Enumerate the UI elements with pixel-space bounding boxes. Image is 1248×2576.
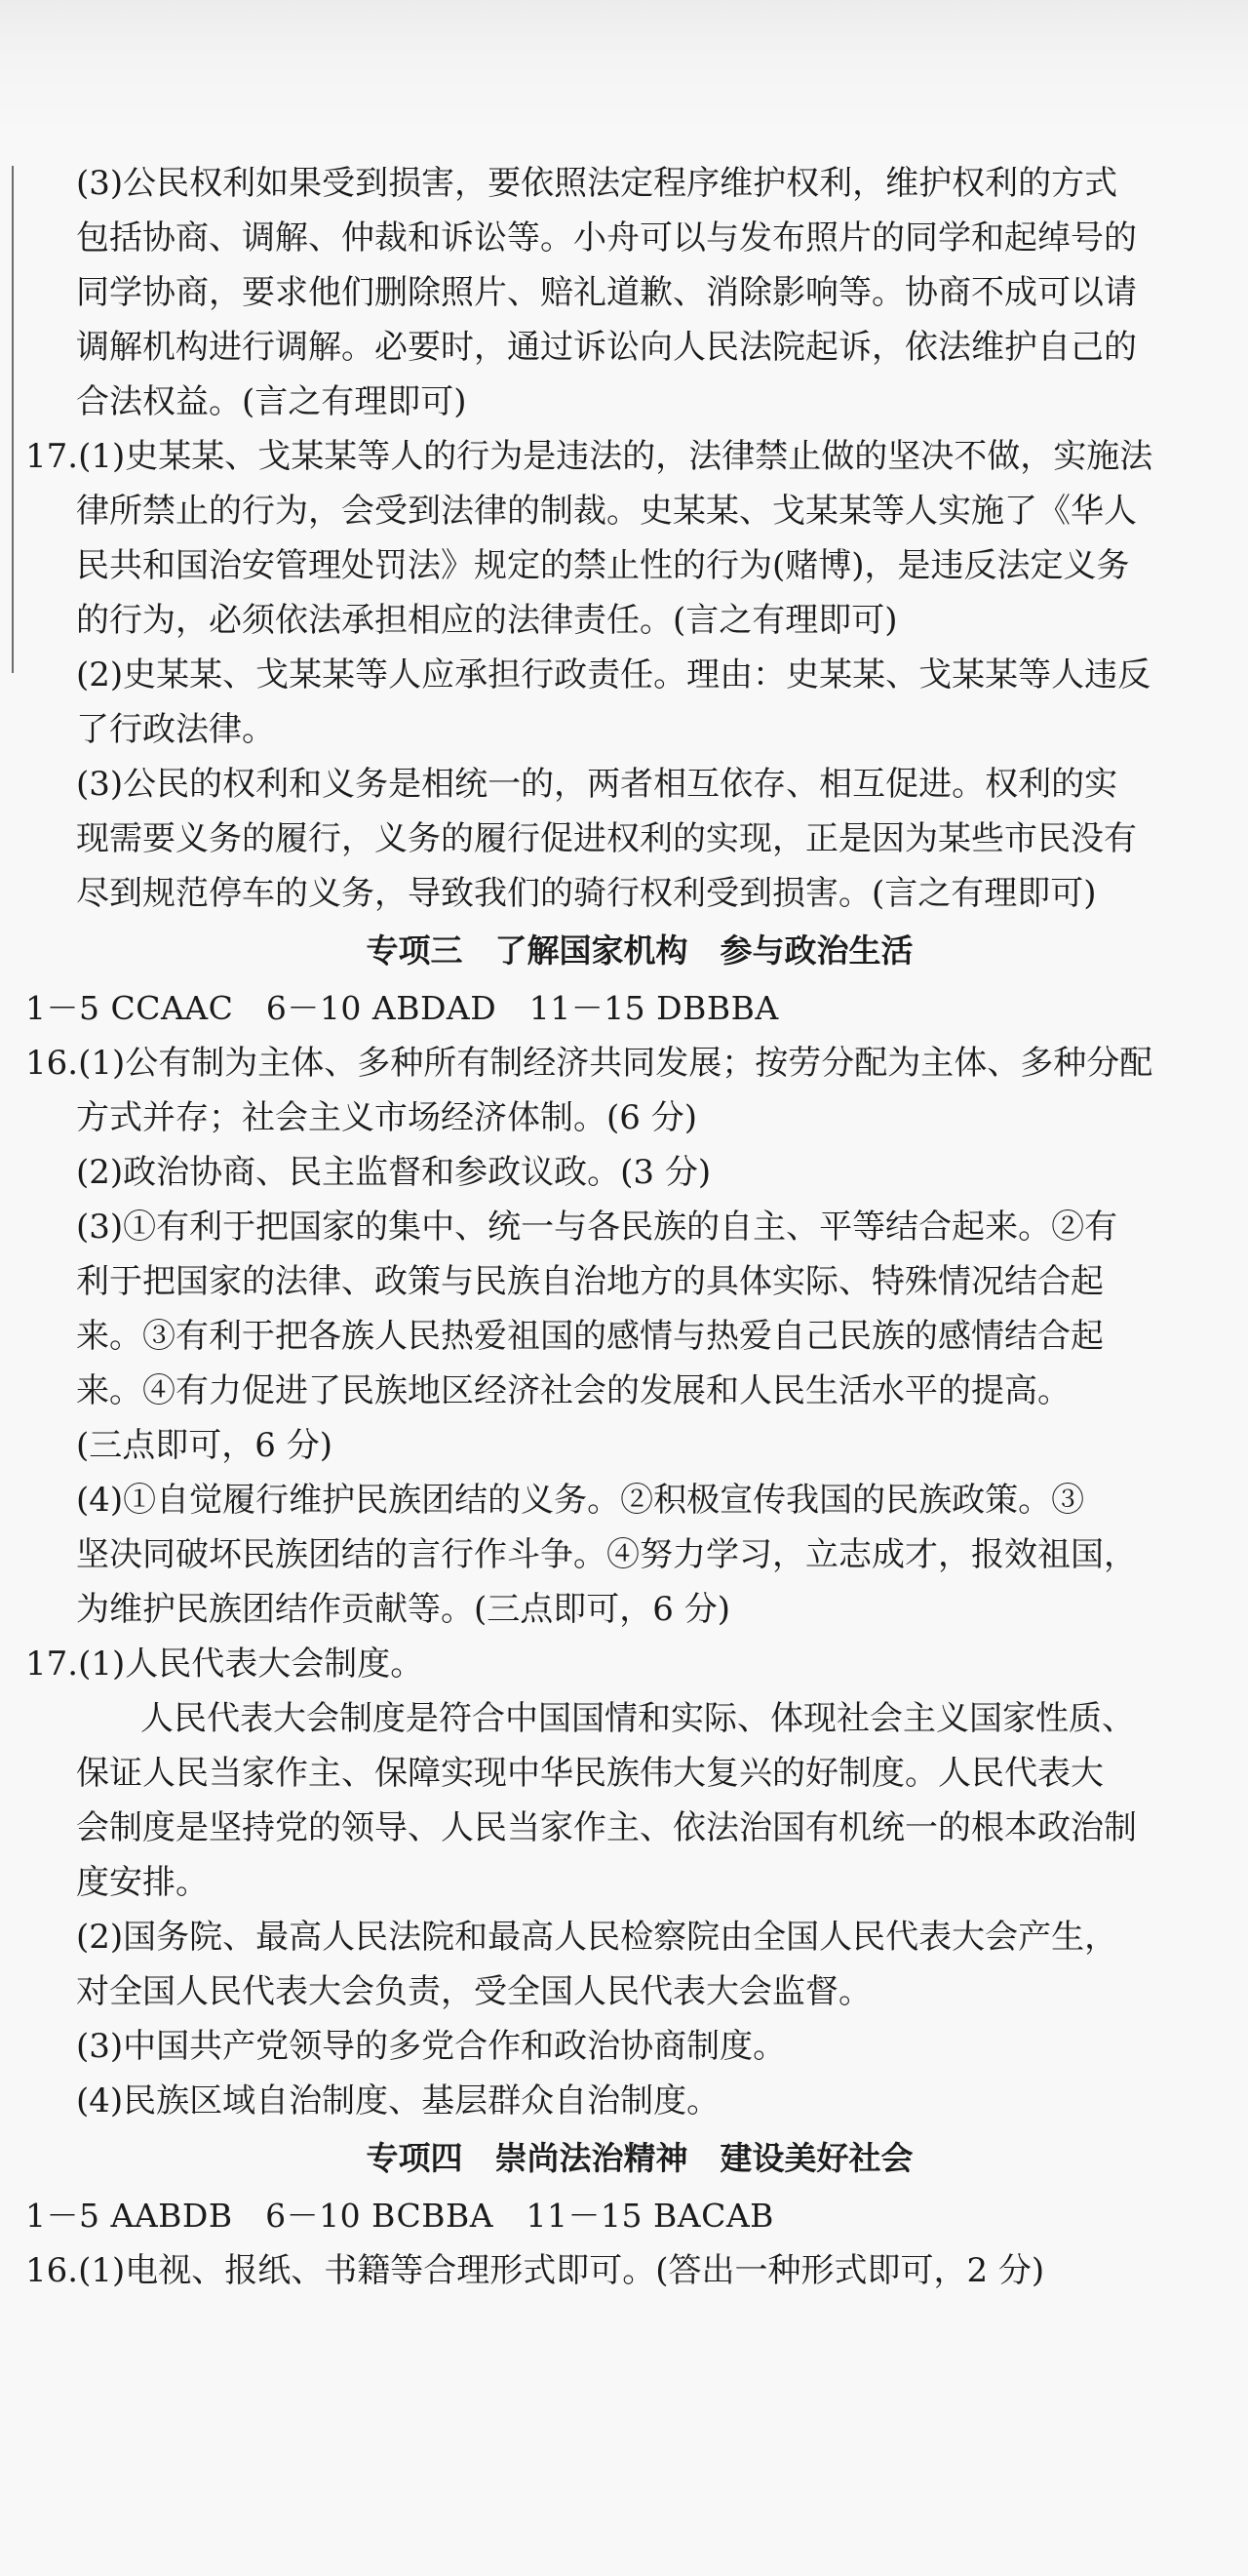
answer-line: 了行政法律。 <box>76 710 275 749</box>
answer-line: (4)①自觉履行维护民族团结的义务。②积极宣传我国的民族政策。③ <box>76 1481 1085 1520</box>
answer-line: 会制度是坚持党的领导、人民当家作主、依法治国有机统一的根本政治制 <box>76 1808 1137 1847</box>
binding-margin-line <box>12 166 14 673</box>
answer-line: (2)史某某、戈某某等人应承担行政责任。理由：史某某、戈某某等人违反 <box>76 655 1151 694</box>
answer-line: (三点即可，6 分) <box>76 1426 332 1465</box>
section-heading: 专项四 崇尚法治精神 建设美好社会 <box>366 2139 914 2177</box>
answer-line: 人民代表大会制度是符合中国国情和实际、体现社会主义国家性质、 <box>140 1699 1135 1738</box>
answer-line: 为维护民族团结作贡献等。(三点即可，6 分) <box>76 1590 730 1629</box>
answer-line: 17.(1)人民代表大会制度。 <box>25 1645 424 1684</box>
multiple-choice-answers: 1－5 CCAAC 6－10 ABDAD 11－15 DBBBA <box>25 989 779 1027</box>
answer-line: 同学协商，要求他们删除照片、赔礼道歉、消除影响等。协商不成可以请 <box>76 273 1137 312</box>
answer-line: 尽到规范停车的义务，导致我们的骑行权利受到损害。(言之有理即可) <box>76 874 1097 913</box>
answer-line: 对全国人民代表大会负责，受全国人民代表大会监督。 <box>76 1972 872 2011</box>
answer-line: (2)国务院、最高人民法院和最高人民检察院由全国人民代表大会产生， <box>76 1918 1118 1957</box>
answer-line: 度安排。 <box>76 1863 209 1902</box>
answer-line: 16.(1)电视、报纸、书籍等合理形式即可。(答出一种形式即可，2 分) <box>25 2251 1045 2290</box>
answer-line: 方式并存；社会主义市场经济体制。(6 分) <box>76 1098 697 1137</box>
answer-line: 16.(1)公有制为主体、多种所有制经济共同发展；按劳分配为主体、多种分配 <box>25 1044 1153 1083</box>
answer-line: (3)①有利于把国家的集中、统一与各民族的自主、平等结合起来。②有 <box>76 1208 1118 1247</box>
answer-line: (4)民族区域自治制度、基层群众自治制度。 <box>76 2081 721 2120</box>
answer-line: (3)中国共产党领导的多党合作和政治协商制度。 <box>76 2027 787 2066</box>
answer-line: 来。③有利于把各族人民热爱祖国的感情与热爱自己民族的感情结合起 <box>76 1317 1104 1356</box>
answer-line: 的行为，必须依法承担相应的法律责任。(言之有理即可) <box>76 601 898 640</box>
answer-line: 民共和国治安管理处罚法》规定的禁止性的行为(赌博)，是违反法定义务 <box>76 546 1130 585</box>
answer-line: 保证人民当家作主、保障实现中华民族伟大复兴的好制度。人民代表大 <box>76 1754 1104 1793</box>
answer-line: 利于把国家的法律、政策与民族自治地方的具体实际、特殊情况结合起 <box>76 1262 1104 1301</box>
answer-line: 坚决同破坏民族团结的言行作斗争。④努力学习，立志成才，报效祖国， <box>76 1535 1137 1574</box>
answer-line: 合法权益。(言之有理即可) <box>76 382 467 421</box>
answer-line: 包括协商、调解、仲裁和诉讼等。小舟可以与发布照片的同学和起绰号的 <box>76 218 1137 258</box>
answer-text-body <box>25 156 1215 2298</box>
answer-line: (3)公民的权利和义务是相统一的，两者相互依存、相互促进。权利的实 <box>76 765 1118 804</box>
answer-line: (3)公民权利如果受到损害，要依照法定程序维护权利，维护权利的方式 <box>76 164 1118 203</box>
answer-line: 律所禁止的行为，会受到法律的制裁。史某某、戈某某等人实施了《华人 <box>76 492 1137 531</box>
answer-line: 调解机构进行调解。必要时，通过诉讼向人民法院起诉，依法维护自己的 <box>76 328 1137 367</box>
section-heading: 专项三 了解国家机构 参与政治生活 <box>366 931 914 970</box>
answer-line: 17.(1)史某某、戈某某等人的行为是违法的，法律禁止做的坚决不做，实施法 <box>25 437 1153 476</box>
answer-line: 来。④有力促进了民族地区经济社会的发展和人民生活水平的提高。 <box>76 1371 1071 1410</box>
answer-line: 现需要义务的履行，义务的履行促进权利的实现，正是因为某些市民没有 <box>76 819 1137 858</box>
answer-line: (2)政治协商、民主监督和参政议政。(3 分) <box>76 1153 712 1192</box>
multiple-choice-answers: 1－5 AABDB 6－10 BCBBA 11－15 BACAB <box>25 2197 774 2235</box>
